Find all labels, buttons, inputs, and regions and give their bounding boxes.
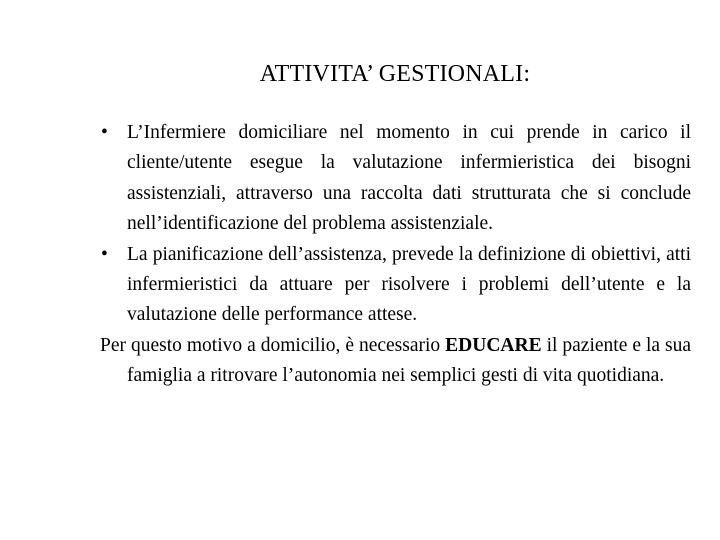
closing-emphasis: EDUCARE xyxy=(445,334,542,356)
closing-text-after: il paziente e la sua famiglia a ritrovare l’autonomia nei semplici gesti di vita quotidiana. xyxy=(127,334,692,387)
bullet-text: L’Infermiere domiciliare nel momento in cui prende in carico il cliente/utente esegue la valutazione infermieristica dei bisogni assistenziali, attraverso una raccolta dati strutturata che si conclude nell’identificazione del problema assistenziale. xyxy=(127,122,691,235)
bullet-item-planning xyxy=(100,240,691,331)
slide-body xyxy=(100,118,691,392)
bullet-icon: • xyxy=(101,243,108,265)
closing-paragraph xyxy=(100,331,691,392)
bullet-icon: • xyxy=(101,122,108,143)
bullet-item-assessment xyxy=(100,118,691,240)
closing-text-before: Per questo motivo a domicilio, è necessario xyxy=(100,334,446,356)
bullet-text: La pianificazione dell’assistenza, prevede la definizione di obiettivi, atti infermieristici da attuare per risolvere i problemi dell’utente e la valutazione delle performance attese. xyxy=(127,243,691,326)
slide-title: ATTIVITA’ GESTIONALI: xyxy=(259,61,531,87)
